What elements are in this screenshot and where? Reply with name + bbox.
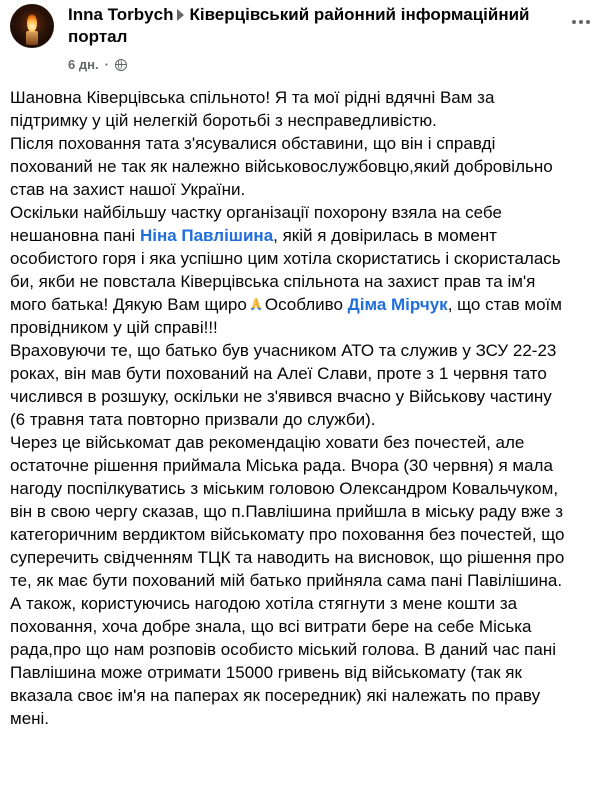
post-text (10, 86, 570, 730)
paragraph-thanks-text: , якій я довірилась в момент особистого горя і яка успішно цим хотіла скористатись і скористалась би, якби не повстала Ківерцівська спільнота на захист прав та ім'я мого батька! Дякую Вам щиро (10, 226, 561, 314)
paragraph-thanks (10, 201, 570, 339)
post-meta (68, 57, 127, 73)
paragraph-greeting: Шановна Ківерцівська спільното! Я та мої рідні вдячні Вам за підтримку у цій нелегкій боротьбі з несправедливістю. (10, 88, 495, 130)
post-header (68, 4, 548, 48)
paragraph-thanks-text: Оскільки найбільшу частку організації похорону взяла на себе нешановна пані (10, 203, 502, 245)
paragraph-thanks-text: Особливо (264, 295, 348, 314)
author-avatar[interactable] (10, 4, 54, 48)
paragraph-ato: Враховуючи те, що батько був учасником АТО та служив у ЗСУ 22-23 роках, він мав бути похований на Алеї Слави, проте з 1 червня тато числився в розшуку, оскільки не з'явився вчасно у Військову частину (6 травня тата повторно призвали до служби). (10, 341, 557, 429)
more-dot-icon (579, 20, 583, 24)
post-timestamp[interactable]: 6 дн. (68, 57, 99, 72)
paragraph-decision: Через це військомат дав рекомендацію ховати без почестей, але остаточне рішення приймала Міська рада. Вчора (30 червня) я мала нагоду поспілкуватись з міським головою Олександром Ковальчуком, він в свою чергу сказав, що п.Павлішина прийшла в міську раду вже з категоричним вердиктом військомату про поховання без почестей, що суперечить свідченням ТЦК та наводить на висновок, що рішення про те, як має бути похований мій батько прийняла сама пані Павілішина. А також, користуючись нагодою хотіла стягнути з мене кошти за поховання, хоча добре знала, що всі витрати бере на себе Міська рада,про що нам розповів особисто міський голова. В даний час пані Павлішина може отримати 15000 гривень від військомату (так як вказала своє ім'я на паперах як посередник) які належать по праву мені. (10, 433, 565, 728)
more-dot-icon (586, 20, 590, 24)
globe-icon[interactable] (115, 59, 127, 71)
candle-image (26, 31, 38, 45)
mention-dima-mirchuk[interactable]: Діма Мірчук (347, 295, 448, 314)
more-dot-icon (572, 20, 576, 24)
author-name[interactable]: Inna Torbych (68, 5, 174, 24)
more-options-button[interactable] (566, 12, 596, 32)
group-name[interactable]: Ківерцівський районний інформаційний портал (68, 5, 530, 46)
paragraph-thanks-text: , що став моїм провідником у цій справі!!! (10, 295, 562, 337)
folded-hands-emoji (248, 296, 264, 312)
candle-flame (27, 14, 37, 32)
triangle-right-icon (177, 9, 184, 21)
mention-nina-pavlishyna[interactable]: Ніна Павлішина (139, 226, 274, 245)
paragraph-burial: Після поховання тата з'ясувалися обставини, що він і справді похований не так як належно військовослужбовцю,який добровільно став на захист нашої України. (10, 134, 553, 199)
meta-separator: · (104, 57, 109, 72)
